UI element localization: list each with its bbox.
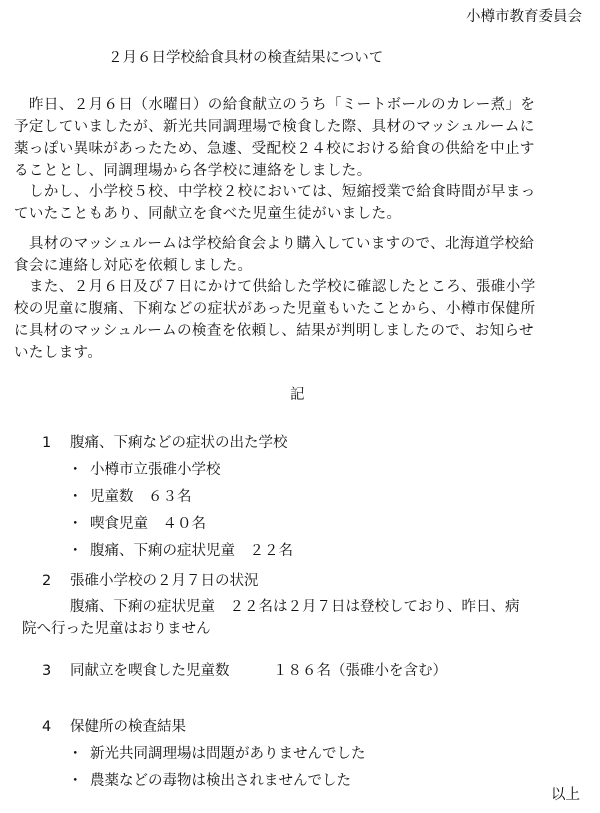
list-item-text: 児童数 ６３名 (90, 489, 192, 505)
section-heading: 腹痛、下痢などの症状の出た学校 (70, 435, 288, 451)
paragraph-4 (14, 276, 588, 364)
paragraph-line: 校の児童に腹痛、下痢などの症状があった児童もいたことから、小樽市保健所 (14, 301, 536, 317)
paragraph-line: いたします。 (14, 345, 103, 361)
paragraph-line: しかし、小学校５校、中学校２校においては、短縮授業で給食時間が早まっ (29, 184, 536, 200)
paragraph-line: 昨日、２月６日（水曜日）の給食献立のうち「ミートボールのカレー煮」を (29, 97, 536, 113)
list-item-text: 新光共同調理場は問題がありませんでした (90, 746, 366, 762)
section-2 (22, 570, 520, 640)
section-number: 1 (42, 435, 52, 451)
section-heading: 保健所の検査結果 (70, 719, 186, 735)
section-heading: 張碓小学校の２月７日の状況 (70, 573, 259, 589)
paragraph-3 (14, 233, 588, 277)
paragraph-line: ていたこともあり、同献立を食べた児童生徒がいました。 (14, 206, 402, 222)
section-number: 2 (42, 573, 52, 589)
list-item-text: 喫食児童 ４０名 (90, 516, 206, 532)
section-number: 4 (42, 719, 52, 735)
section-3 (42, 660, 447, 682)
paragraph-line: 薬っぽい異味があったため、急遽、受配校２４校における給食の供給を中止す (14, 141, 535, 157)
paragraph-line: 具材のマッシュルームは学校給食会より購入していますので、北海道学校給 (29, 236, 535, 252)
document-title: ２月６日学校給食具材の検査結果について (108, 50, 384, 66)
bullet-icon: ・ (68, 489, 83, 505)
section-1 (42, 432, 293, 562)
section-heading: 同献立を喫食した児童数 １８６名（張碓小を含む） (70, 663, 447, 679)
bullet-icon: ・ (68, 462, 83, 478)
list-item (42, 743, 366, 765)
paragraph-1 (14, 94, 588, 182)
bullet-icon: ・ (68, 543, 83, 559)
paragraph-line: ることとし、同調理場から各学校に連絡をしました。 (14, 163, 372, 179)
bullet-icon: ・ (68, 746, 83, 762)
section-number: 3 (42, 663, 52, 679)
section-body-line: 腹痛、下痢の症状児童 ２２名は２月７日は登校しており、昨日、病 (70, 599, 520, 615)
closing-mark: 以上 (551, 787, 580, 803)
list-item (42, 459, 293, 481)
section-4 (42, 716, 366, 792)
list-item-text: 腹痛、下痢の症状児童 ２２名 (90, 543, 293, 559)
paragraph-line: に具材のマッシュルームの検査を依頼し、結果が判明しましたので、お知らせ (14, 323, 534, 339)
list-item-text: 小樽市立張碓小学校 (90, 462, 221, 478)
paragraph-line: 予定していましたが、新光共同調理場で検食した際、具材のマッシュルームに (14, 119, 535, 135)
bullet-icon: ・ (68, 773, 83, 789)
issuing-organization: 小樽市教育委員会 (466, 9, 582, 25)
paragraph-line: 食会に連絡し対応を依頼しました。 (14, 258, 253, 274)
section-body-line: 院へ行った児童はおりません (22, 621, 211, 637)
list-item (42, 770, 366, 792)
record-marker: 記 (290, 387, 305, 403)
bullet-icon: ・ (68, 516, 83, 532)
paragraph-2 (14, 181, 588, 225)
list-item (42, 486, 293, 508)
list-item (42, 540, 293, 562)
paragraph-line: また、２月６日及び７日にかけて供給した学校に確認したところ、張碓小学 (29, 279, 536, 295)
list-item (42, 513, 293, 535)
list-item-text: 農薬などの毒物は検出されませんでした (90, 773, 351, 789)
